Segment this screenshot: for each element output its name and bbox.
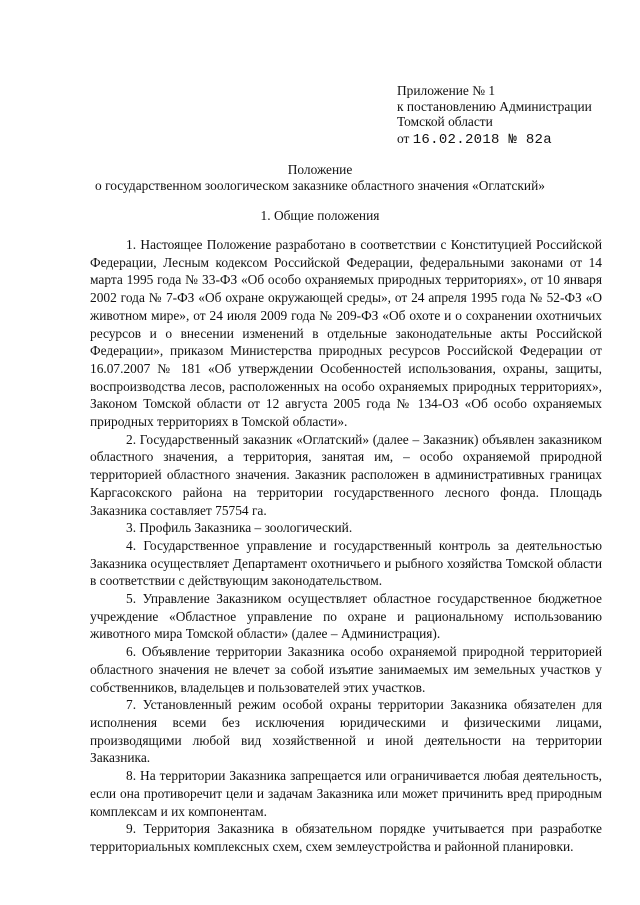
- paragraph-1: 1. Настоящее Положение разработано в соответствии с Конституцией Российской Федерации, Лесным кодексом Российской Федерации, федеральными законами от 14 марта 1995 года № 33-ФЗ «Об особо охраняемых природных территориях», от 10 января 2002 года № 7-ФЗ «Об охране окружающей среды», от 24 апреля 1995 года № 52-ФЗ «О животном мире», от 24 июля 2009 года № 209-ФЗ «Об охоте и о сохранении охотничьих ресурсов и о внесении изменений в отдельные законодательные акты Российской Федерации», приказом Министерства природных ресурсов Российской Федерации от 16.07.2007 № 181 «Об утверждении Особенностей использования, охраны, защиты, воспроизводства лесов, расположенных на особо охраняемых природных территориях», Законом Томской области от 12 августа 2005 года № 134-ОЗ «Об особо охраняемых природных территориях в Томской области».: [90, 237, 602, 430]
- document-title: Положение: [287, 162, 353, 177]
- paragraph-6: 6. Объявление территории Заказника особо охраняемой природной территорией областного значения не влечет за собой изъятие занимаемых им земельных участков у собственников, владельцев и пользователей этих участков.: [90, 644, 602, 695]
- appendix-date-value: 16.02.2018 № 82а: [412, 131, 552, 148]
- paragraph-7: 7. Установленный режим особой охраны территории Заказника обязателен для исполнения всеми без исключения юридическими и физическими лицами, производящими любой вид хозяйственной и иной деятельности на территории Заказника.: [90, 697, 602, 766]
- appendix-block: [397, 83, 592, 148]
- paragraph-5: 5. Управление Заказником осуществляет областное государственное бюджетное учреждение «Областное управление по охране и рациональному использованию животного мира Томской области» (далее – Администрация).: [90, 591, 602, 642]
- document-subtitle: о государственном зоологическом заказнике областного значения «Оглатский»: [95, 178, 545, 193]
- appendix-line-1: Приложение № 1: [397, 83, 496, 98]
- paragraph-4: 4. Государственное управление и государственный контроль за деятельностью Заказника осуществляет Департамент охотничьего и рыбного хозяйства Томской области в соответствии с действующим законодательством.: [90, 537, 602, 589]
- paragraph-3: 3. Профиль Заказника – зоологический.: [126, 520, 353, 536]
- appendix-line-3: Томской области: [397, 114, 493, 129]
- appendix-date-prefix: от: [397, 130, 410, 146]
- appendix-date-line: [397, 131, 592, 149]
- section-heading: 1. Общие положения: [260, 208, 380, 223]
- document-body: [90, 236, 602, 856]
- paragraph-2: 2. Государственный заказник «Оглатский» (далее – Заказник) объявлен заказником областного значения, а территория, занятая им, – особо охраняемой природной территорией областного значения. Заказник расположен в административных границах Каргасокского района на территории государственного лесного фонда. Площадь Заказника составляет 75754 га.: [90, 431, 602, 518]
- paragraph-9: 9. Территория Заказника в обязательном порядке учитывается при разработке территориальных комплексных схем, схем землеустройства и районной планировки.: [90, 821, 602, 854]
- paragraph-8: 8. На территории Заказника запрещается или ограничивается любая деятельность, если она противоречит цели и задачам Заказника или может причинить вред природным комплексам и их компонентам.: [90, 768, 602, 819]
- appendix-line-2: к постановлению Администрации: [397, 98, 592, 114]
